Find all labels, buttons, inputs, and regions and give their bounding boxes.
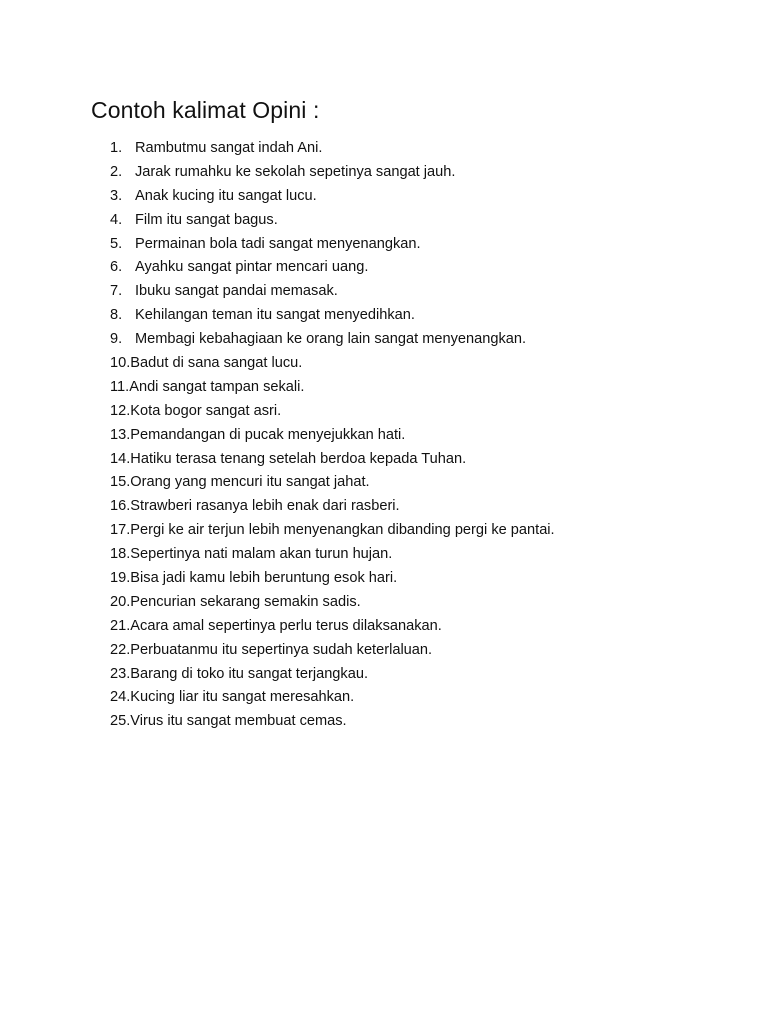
list-item-number: 14.	[110, 450, 131, 467]
list-item	[110, 591, 555, 615]
list-item	[110, 400, 555, 424]
list-item-number: 3.	[110, 187, 123, 204]
list-item-number: 19.	[110, 570, 131, 587]
list-item-number: 20.	[110, 593, 131, 610]
list-item	[110, 304, 555, 328]
list-item-text: Film itu sangat bagus.	[135, 211, 278, 228]
list-item	[110, 543, 555, 567]
list-item-number: 16.	[110, 498, 131, 515]
list-item-number: 11.	[110, 378, 130, 395]
list-item-text: Kota bogor sangat asri.	[130, 402, 282, 419]
list-item-number: 1.	[110, 140, 123, 156]
list-item-number: 22.	[110, 641, 131, 658]
list-item-text: Virus itu sangat membuat cemas.	[130, 713, 347, 730]
list-item	[110, 567, 555, 591]
list-item-text: Andi sangat tampan sekali.	[129, 378, 305, 395]
list-item	[110, 424, 555, 448]
list-item	[110, 519, 555, 543]
document-title: Contoh kalimat Opini :	[91, 97, 320, 123]
list-item-number: 17.	[110, 522, 131, 539]
list-item	[110, 280, 555, 304]
list-item-text: Pergi ke air terjun lebih menyenangkan dibanding pergi ke pantai.	[130, 522, 555, 539]
list-item-text: Ayahku sangat pintar mencari uang.	[135, 259, 369, 276]
list-item-number: 2.	[110, 163, 123, 180]
list-item-number: 5.	[110, 235, 123, 252]
list-item-text: Barang di toko itu sangat terjangkau.	[130, 665, 369, 682]
list-item	[110, 639, 555, 663]
list-item-number: 7.	[110, 283, 123, 300]
list-item	[110, 185, 555, 209]
list-item	[110, 352, 555, 376]
list-item	[110, 495, 555, 519]
list-item	[110, 209, 555, 233]
list-item-number: 21.	[110, 617, 131, 634]
list-item	[110, 233, 555, 257]
list-item	[110, 328, 555, 352]
list-item-text: Badut di sana sangat lucu.	[130, 355, 303, 372]
list-item-text: Bisa jadi kamu lebih beruntung esok hari.	[130, 570, 398, 587]
list-item-number: 25.	[110, 713, 131, 730]
list-item-text: Perbuatanmu itu sepertinya sudah keterlaluan.	[130, 641, 433, 658]
list-item-text: Rambutmu sangat indah Ani.	[135, 140, 323, 156]
list-item-number: 6.	[110, 259, 123, 276]
list-item	[110, 471, 555, 495]
list-item-number: 23.	[110, 665, 131, 682]
list-item-number: 8.	[110, 307, 123, 324]
list-item-number: 13.	[110, 426, 131, 443]
list-item-text: Jarak rumahku ke sekolah sepetinya sangat jauh.	[135, 163, 456, 180]
list-item	[110, 161, 555, 185]
list-item-number: 10.	[110, 355, 131, 372]
list-item-number: 15.	[110, 474, 131, 491]
list-item-text: Sepertinya nati malam akan turun hujan.	[130, 546, 393, 563]
list-item-text: Kehilangan teman itu sangat menyedihkan.	[135, 307, 415, 324]
list-item-number: 24.	[110, 689, 131, 706]
list-item	[110, 376, 555, 400]
list-item	[110, 686, 555, 710]
list-item-text: Membagi kebahagiaan ke orang lain sangat menyenangkan.	[135, 331, 527, 348]
list-item-number: 12.	[110, 402, 131, 419]
list-item	[110, 256, 555, 280]
list-item-number: 18.	[110, 546, 131, 563]
list-item-text: Permainan bola tadi sangat menyenangkan.	[135, 235, 421, 252]
list-item-text: Anak kucing itu sangat lucu.	[135, 187, 317, 204]
list-item	[110, 448, 555, 472]
opinion-sentence-list	[110, 137, 555, 734]
list-item	[110, 663, 555, 687]
list-item-number: 4.	[110, 211, 123, 228]
list-item-text: Orang yang mencuri itu sangat jahat.	[130, 474, 370, 491]
list-item-text: Pencurian sekarang semakin sadis.	[130, 593, 361, 610]
list-item-text: Hatiku terasa tenang setelah berdoa kepada Tuhan.	[130, 450, 467, 467]
list-item-text: Ibuku sangat pandai memasak.	[135, 283, 338, 300]
list-item	[110, 615, 555, 639]
list-item-text: Pemandangan di pucak menyejukkan hati.	[130, 426, 406, 443]
list-item	[110, 137, 555, 161]
list-item-text: Kucing liar itu sangat meresahkan.	[130, 689, 355, 706]
list-item-text: Strawberi rasanya lebih enak dari rasberi.	[130, 498, 400, 515]
list-item-number: 9.	[110, 331, 123, 348]
list-item	[110, 710, 555, 734]
list-item-text: Acara amal sepertinya perlu terus dilaksanakan.	[130, 617, 442, 634]
